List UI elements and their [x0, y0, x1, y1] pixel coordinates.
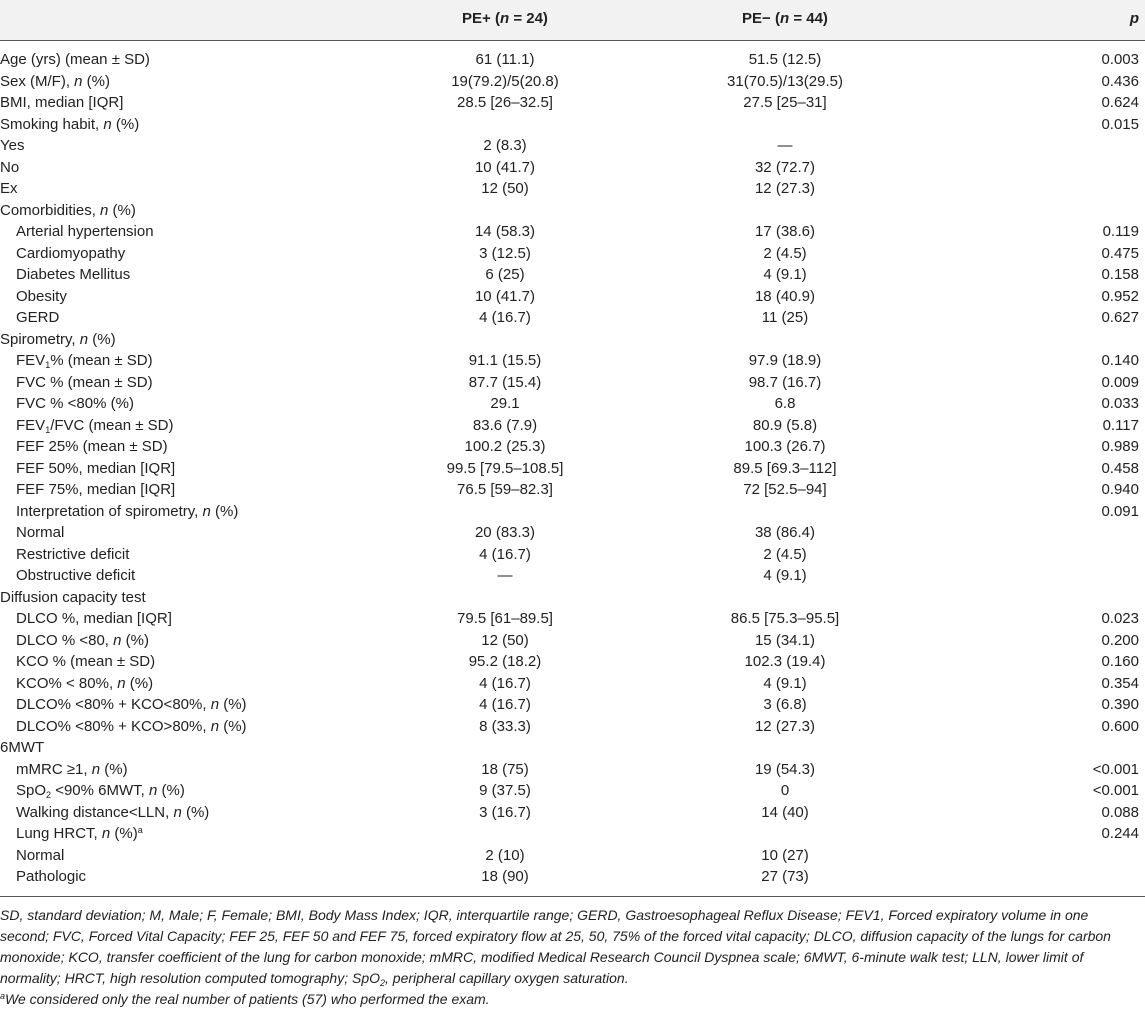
cell-pe-plus: 2 (8.3)	[483, 137, 527, 154]
cell-p-value: 0.436	[1101, 72, 1139, 90]
row-label: Normal	[16, 846, 65, 864]
cell-pe-plus: 3 (16.7)	[479, 803, 531, 821]
table-row	[0, 307, 1145, 329]
table-row	[0, 479, 1145, 501]
table-row	[0, 415, 1145, 437]
row-label: SpO$_2$ <90% 6MWT, n (%)	[16, 782, 185, 800]
row-label: Comorbidities, n (%)	[0, 201, 136, 219]
table-row	[0, 630, 1145, 652]
cell-pe-minus: 4 (9.1)	[763, 674, 807, 692]
cell-pe-plus: 29.1	[490, 395, 520, 412]
row-label: Cardiomyopathy	[16, 244, 126, 262]
row-label: Diffusion capacity test	[0, 588, 146, 606]
cell-pe-plus: 61 (11.1)	[475, 51, 535, 68]
cell-p-value: 0.015	[1101, 115, 1139, 133]
cell-pe-minus: 51.5 (12.5)	[748, 51, 822, 68]
row-label: KCO% < 80%, n (%)	[16, 674, 154, 692]
cell-pe-plus: 20 (83.3)	[474, 524, 536, 541]
row-label: 6MWT	[0, 739, 45, 756]
cell-p-value: 0.989	[1101, 438, 1139, 455]
cell-pe-plus: 12 (50)	[481, 631, 529, 649]
cell-pe-plus: 2 (10)	[485, 846, 525, 864]
cell-p-value: 0.458	[1101, 459, 1139, 477]
header-pe-minus: PE− (n = 44)	[742, 10, 828, 27]
cell-pe-plus: 100.2 (25.3)	[464, 438, 546, 455]
cell-pe-minus: 18 (40.9)	[754, 287, 816, 305]
cell-p-value: 0.952	[1101, 287, 1139, 305]
cell-pe-minus: 15 (34.1)	[754, 631, 816, 649]
cell-p-value: 0.091	[1101, 502, 1139, 520]
cell-pe-minus: 97.9 (18.9)	[748, 352, 822, 369]
cell-pe-minus: 0	[780, 782, 790, 799]
cell-pe-minus: 38 (86.4)	[754, 524, 816, 541]
cell-pe-minus: 19 (54.3)	[754, 760, 816, 778]
cell-pe-plus: 4 (16.7)	[479, 674, 531, 692]
table-header	[0, 0, 1145, 40]
cell-pe-plus: 79.5 [61–89.5]	[457, 610, 553, 627]
row-label: BMI, median [IQR]	[0, 94, 124, 111]
cell-pe-minus: 72 [52.5–94]	[743, 481, 827, 498]
row-label: Sex (M/F), n (%)	[0, 72, 111, 90]
table-row	[0, 393, 1145, 415]
table-row	[0, 221, 1145, 243]
row-label: FEF 75%, median [IQR]	[16, 481, 176, 498]
cell-pe-plus: 6 (25)	[485, 266, 525, 283]
row-label: $FEV_1\%$ (mean ± SD)	[16, 352, 153, 370]
table-row	[0, 350, 1145, 372]
row-label: KCO % (mean ± SD)	[16, 653, 156, 670]
table-row	[0, 436, 1145, 458]
row-label: Lung HRCT, n (%)$^a$	[16, 825, 143, 842]
table-row	[0, 264, 1145, 286]
table-row	[0, 866, 1145, 888]
row-label: Walking distance<LLN, n (%)	[16, 803, 210, 821]
cell-pe-plus: 14 (58.3)	[474, 223, 536, 240]
cell-p-value: 0.354	[1101, 674, 1139, 692]
cell-pe-minus: 31(70.5)/13(29.5)	[727, 72, 843, 90]
cell-pe-plus: 3 (12.5)	[479, 244, 531, 262]
cell-pe-plus: 4 (16.7)	[479, 309, 531, 326]
cell-pe-minus: 14 (40)	[761, 803, 809, 821]
row-label: FEF 50%, median [IQR]	[16, 459, 176, 477]
cell-p-value: 0.009	[1101, 373, 1139, 391]
table-row	[0, 49, 1145, 71]
cell-pe-plus: 95.2 (18.2)	[468, 653, 542, 670]
cell-pe-plus: 91.1 (15.5)	[468, 352, 542, 369]
cell-pe-minus: 27 (73)	[761, 868, 809, 885]
cell-pe-minus: 12 (27.3)	[754, 717, 816, 735]
cell-p-value: 0.390	[1101, 696, 1139, 713]
table-row	[0, 286, 1145, 308]
table-row	[0, 243, 1145, 265]
row-label: Smoking habit, n (%)	[0, 115, 140, 133]
cell-pe-plus: 18 (90)	[481, 868, 529, 885]
row-label: DLCO% <80% + KCO>80%, n (%)	[16, 717, 247, 735]
cell-pe-minus: 98.7 (16.7)	[748, 373, 822, 391]
cell-pe-minus: 86.5 [75.3–95.5]	[730, 610, 840, 627]
cell-pe-plus: 76.5 [59–82.3]	[457, 481, 553, 498]
cell-pe-plus: 99.5 [79.5–108.5]	[446, 459, 564, 477]
row-label: mMRC ≥1, n (%)	[16, 760, 128, 778]
cell-pe-minus: 100.3 (26.7)	[744, 438, 826, 455]
table-row	[0, 651, 1145, 673]
cell-p-value: 0.003	[1101, 51, 1139, 68]
cell-pe-plus: 87.7 (15.4)	[468, 373, 542, 391]
table-row	[0, 737, 1145, 759]
table-row	[0, 823, 1145, 845]
cell-p-value: 0.627	[1101, 309, 1139, 326]
table-row	[0, 178, 1145, 200]
row-label: No	[0, 158, 20, 176]
cell-pe-plus: 18 (75)	[481, 760, 529, 778]
cell-pe-plus: 4 (16.7)	[479, 696, 531, 713]
cell-p-value: 0.160	[1101, 653, 1139, 670]
cell-pe-minus: 3 (6.8)	[763, 696, 807, 713]
cell-p-value: 0.033	[1101, 395, 1139, 412]
cell-pe-minus: 6.8	[774, 395, 796, 412]
row-label: Pathologic	[16, 868, 87, 885]
header-p-value: p	[1129, 10, 1139, 27]
cell-pe-minus: 27.5 [25–31]	[743, 94, 827, 111]
cell-pe-plus: 10 (41.7)	[474, 287, 536, 305]
table-row	[0, 501, 1145, 523]
cell-pe-minus: 2 (4.5)	[763, 545, 807, 563]
row-label: FVC % <80% (%)	[16, 395, 134, 412]
cell-p-value: 0.119	[1102, 223, 1139, 240]
cell-pe-plus: 9 (37.5)	[479, 782, 531, 799]
cell-p-value: 0.140	[1101, 352, 1139, 369]
cell-p-value: 0.600	[1101, 717, 1139, 735]
table-row	[0, 565, 1145, 587]
table-row	[0, 71, 1145, 93]
row-label: $FEV_1$/FVC (mean ± SD)	[16, 416, 174, 435]
table-row	[0, 157, 1145, 179]
header-rule	[0, 40, 1145, 41]
row-label: GERD	[16, 309, 60, 326]
cell-pe-plus: 12 (50)	[481, 180, 529, 197]
footnote-abbreviations: SD, standard deviation; M, Male; F, Female; BMI, Body Mass Index; IQR, interquartile range; GERD, Gastroesophageal Reflux Disease; FEV1, Forced expiratory volume in one second; FVC, Forced Vital Capacity; FEF 25, FEF 50 and FEF 75, forced expiratory flow at 25, 50, 75% of the forced vital capacity; DLCO, diffusion capacity of the lungs for carbon monoxide; KCO, transfer coefficient of the lung for carbon monoxide; mMRC, modified Medical Research Council Dyspnea scale; 6MWT, 6-minute walk test; LLN, lower limit of normality; HRCT, high resolution computed tomography; SpO$_2$, peripheral capillary oxygen saturation.	[0, 907, 1111, 988]
row-label: Restrictive deficit	[16, 545, 130, 563]
row-label: Ex	[0, 180, 18, 197]
table-row	[0, 673, 1145, 695]
cell-pe-minus: 11 (25)	[761, 309, 809, 326]
header-pe-plus: PE+ (n = 24)	[462, 10, 548, 27]
table-row	[0, 200, 1145, 222]
table-row	[0, 92, 1145, 114]
cell-p-value: 0.940	[1101, 481, 1139, 498]
cell-pe-minus: 102.3 (19.4)	[744, 653, 826, 670]
cell-p-value: 0.624	[1101, 94, 1139, 111]
cell-pe-minus: 32 (72.7)	[754, 158, 816, 176]
cell-pe-plus: 83.6 (7.9)	[472, 416, 538, 434]
footnote-a: $^a$We considered only the real number of patients (57) who performed the exam.	[0, 991, 490, 1007]
table-row	[0, 135, 1145, 157]
row-label: Yes	[0, 137, 25, 154]
cell-p-value: <0.001	[1092, 760, 1139, 778]
table-row	[0, 522, 1145, 544]
cell-pe-plus: —	[497, 567, 513, 584]
cell-pe-minus: 12 (27.3)	[754, 180, 816, 197]
cell-pe-minus: 10 (27)	[761, 846, 809, 864]
row-label: Spirometry, n (%)	[0, 330, 116, 348]
cell-pe-plus: 4 (16.7)	[479, 545, 531, 563]
table-row	[0, 845, 1145, 867]
row-label: DLCO %, median [IQR]	[16, 610, 172, 627]
table-row	[0, 329, 1145, 351]
table-row	[0, 587, 1145, 609]
table-row	[0, 458, 1145, 480]
table-row	[0, 544, 1145, 566]
cell-p-value: 0.200	[1101, 631, 1139, 649]
cell-p-value: 0.475	[1101, 244, 1139, 262]
row-label: Age (yrs) (mean ± SD)	[0, 51, 150, 68]
table-body	[0, 49, 1145, 888]
cell-p-value: 0.023	[1101, 610, 1139, 627]
row-label: Arterial hypertension	[16, 223, 154, 240]
cell-pe-minus: 4 (9.1)	[763, 567, 807, 584]
table-bottom-rule	[0, 896, 1145, 897]
cell-p-value: 0.088	[1101, 803, 1139, 821]
row-label: Normal	[16, 524, 65, 541]
row-label: FEF 25% (mean ± SD)	[16, 438, 168, 455]
cell-p-value: 0.158	[1101, 266, 1139, 283]
cell-pe-plus: 19(79.2)/5(20.8)	[451, 72, 559, 90]
row-label: Interpretation of spirometry, n (%)	[16, 502, 239, 520]
row-label: Diabetes Mellitus	[16, 266, 131, 283]
cell-p-value: <0.001	[1092, 782, 1139, 799]
cell-p-value: 0.244	[1101, 825, 1139, 842]
table-row	[0, 716, 1145, 738]
table-row	[0, 780, 1145, 802]
row-label: Obstructive deficit	[16, 567, 136, 584]
table-row	[0, 114, 1145, 136]
cell-p-value: 0.117	[1102, 416, 1139, 434]
table-footnotes	[0, 905, 1140, 1010]
table-row	[0, 608, 1145, 630]
table-row	[0, 802, 1145, 824]
cell-pe-minus: 4 (9.1)	[763, 266, 807, 283]
cell-pe-plus: 10 (41.7)	[474, 158, 536, 176]
row-label: FVC % (mean ± SD)	[16, 373, 153, 391]
table-row	[0, 694, 1145, 716]
table-row	[0, 759, 1145, 781]
cell-pe-minus: 89.5 [69.3–112]	[733, 459, 837, 477]
table-row	[0, 372, 1145, 394]
cell-pe-minus: 2 (4.5)	[763, 244, 807, 262]
cell-pe-minus: 80.9 (5.8)	[752, 416, 818, 434]
cell-pe-minus: —	[777, 137, 793, 154]
row-label: Obesity	[16, 287, 67, 305]
cell-pe-minus: 17 (38.6)	[754, 223, 816, 240]
row-label: DLCO% <80% + KCO<80%, n (%)	[16, 696, 247, 713]
cell-pe-plus: 8 (33.3)	[479, 717, 531, 735]
row-label: DLCO % <80, n (%)	[16, 631, 149, 649]
cell-pe-plus: 28.5 [26–32.5]	[457, 94, 553, 111]
